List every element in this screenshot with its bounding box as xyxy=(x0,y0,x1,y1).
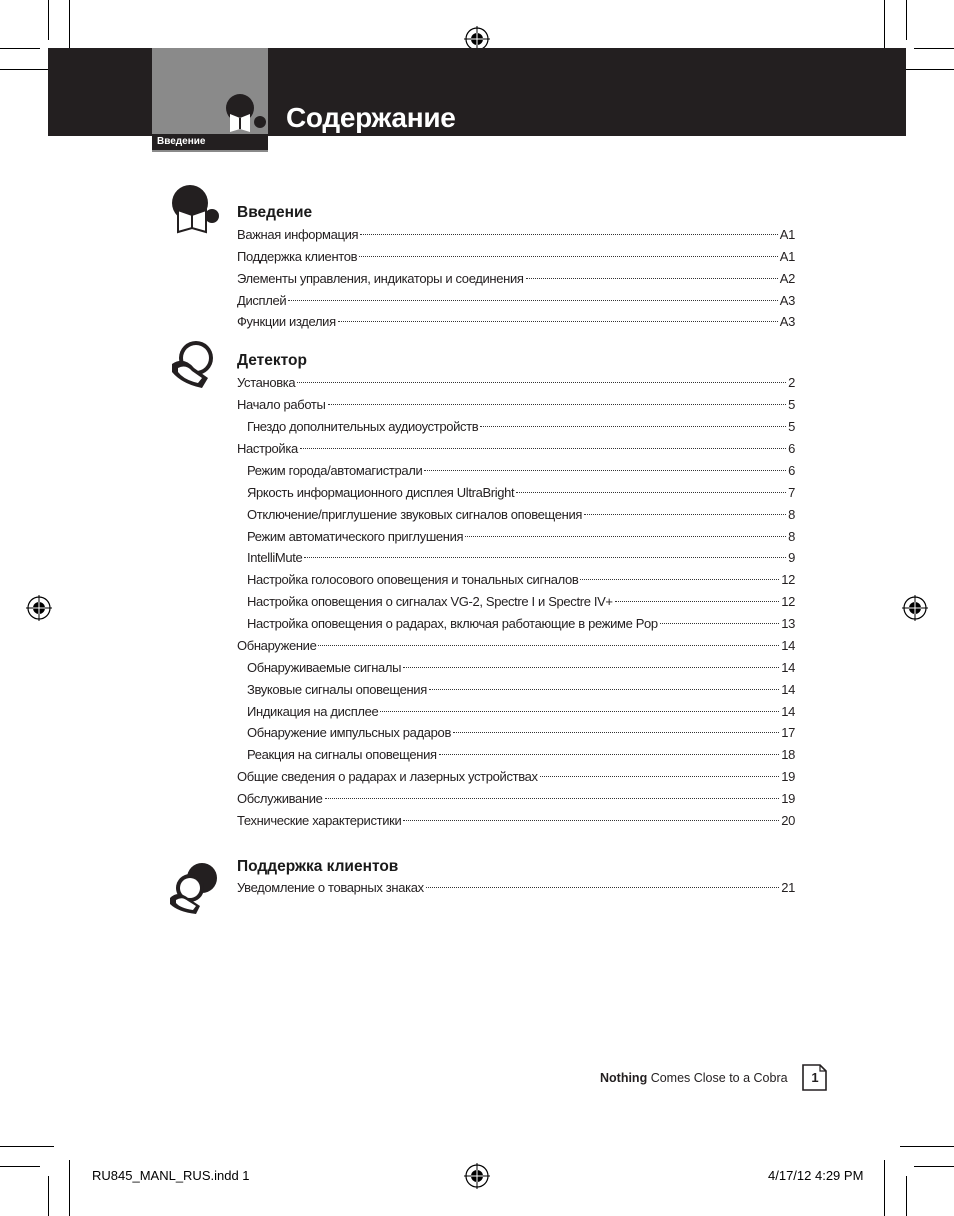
crop-mark xyxy=(0,1166,40,1167)
toc-leader xyxy=(304,557,786,558)
toc-leader xyxy=(338,321,778,322)
section-title: Поддержка клиентов xyxy=(237,858,399,875)
customer-support-icon xyxy=(168,862,220,914)
toc-page-number: 20 xyxy=(781,813,795,828)
toc-entry[interactable] xyxy=(237,312,795,332)
toc-leader xyxy=(318,645,779,646)
toc-subentry[interactable] xyxy=(247,680,795,700)
toc-entry-text: Настройка xyxy=(237,441,298,456)
toc-page-number: 13 xyxy=(781,616,795,631)
toc-subentry[interactable] xyxy=(247,658,795,678)
toc-page-number: A1 xyxy=(779,249,795,264)
print-slug-filename: RU845_MANL_RUS.indd 1 xyxy=(92,1168,250,1183)
toc-entry[interactable] xyxy=(237,291,795,311)
toc-leader xyxy=(526,278,778,279)
toc-entry-text: Обнаруживаемые сигналы xyxy=(247,660,402,675)
registration-mark-icon xyxy=(902,595,928,621)
toc-entry-text: Поддержка клиентов xyxy=(237,249,358,264)
toc-leader xyxy=(540,776,780,777)
toc-entry[interactable] xyxy=(237,373,795,393)
toc-leader xyxy=(300,448,786,449)
toc-page-number: 21 xyxy=(781,880,795,895)
toc-subentry[interactable] xyxy=(247,614,795,634)
toc-leader xyxy=(480,426,786,427)
toc-page-number: 14 xyxy=(781,704,795,719)
crop-mark xyxy=(69,0,70,54)
toc-page-number: A3 xyxy=(779,314,795,329)
crop-mark xyxy=(48,0,49,40)
toc-entry[interactable] xyxy=(237,789,795,809)
toc-entry-text: Режим города/автомагистрали xyxy=(247,463,423,478)
toc-entry-text: Настройка оповещения о радарах, включая работающие в режиме Pop xyxy=(247,616,658,631)
toc-subentry[interactable] xyxy=(247,461,795,481)
toc-entry-text: Дисплей xyxy=(237,293,287,308)
toc-entry[interactable] xyxy=(237,767,795,787)
toc-leader xyxy=(424,470,786,471)
toc-entry[interactable] xyxy=(237,878,795,898)
toc-entry[interactable] xyxy=(237,395,795,415)
toc-leader xyxy=(359,256,778,257)
section-tab-label: Введение xyxy=(157,136,206,147)
toc-entry[interactable] xyxy=(237,439,795,459)
toc-subentry[interactable] xyxy=(247,417,795,437)
toc-entry-text: Настройка голосового оповещения и тональных сигналов xyxy=(247,572,579,587)
toc-leader xyxy=(660,623,779,624)
toc-page-number: 2 xyxy=(788,375,795,390)
toc-entry-text: Обслуживание xyxy=(237,791,323,806)
crop-mark xyxy=(48,1176,49,1216)
toc-leader xyxy=(380,711,779,712)
reader-icon xyxy=(168,184,220,236)
toc-leader xyxy=(403,667,779,668)
toc-leader xyxy=(439,754,780,755)
toc-leader xyxy=(297,382,786,383)
crop-mark xyxy=(0,48,40,49)
toc-leader xyxy=(360,234,778,235)
toc-entry-text: IntelliMute xyxy=(247,550,303,565)
toc-entry-text: Реакция на сигналы оповещения xyxy=(247,747,437,762)
footer-slogan xyxy=(600,1070,788,1086)
toc-subentry[interactable] xyxy=(247,745,795,765)
toc-page-number: 8 xyxy=(788,507,795,522)
crop-mark xyxy=(0,69,54,70)
toc-page-number: 12 xyxy=(781,572,795,587)
toc-entry[interactable] xyxy=(237,225,795,245)
toc-page-number: 12 xyxy=(781,594,795,609)
registration-mark-icon xyxy=(464,1163,490,1189)
toc-entry-text: Общие сведения о радарах и лазерных устройствах xyxy=(237,769,538,784)
page-title: Содержание xyxy=(286,102,456,133)
print-slug-date: 4/17/12 4:29 PM xyxy=(768,1168,864,1183)
toc-page-number: 19 xyxy=(781,791,795,806)
toc-subentry[interactable] xyxy=(247,527,795,547)
toc-entry[interactable] xyxy=(237,636,795,656)
toc-page-number: 17 xyxy=(781,725,795,740)
toc-leader xyxy=(426,887,779,888)
toc-page-number: 14 xyxy=(781,660,795,675)
section-title: Введение xyxy=(237,204,313,221)
crop-mark xyxy=(914,1166,954,1167)
toc-leader xyxy=(429,689,779,690)
toc-entry-text: Уведомление о товарных знаках xyxy=(237,880,424,895)
toc-page-number: 8 xyxy=(788,529,795,544)
toc-page-number: 6 xyxy=(788,441,795,456)
reader-icon xyxy=(220,92,268,134)
toc-page-number: 9 xyxy=(788,550,795,565)
toc-page-number: 19 xyxy=(781,769,795,784)
toc-subentry[interactable] xyxy=(247,548,795,568)
toc-entry-text: Яркость информационного дисплея UltraBright xyxy=(247,485,515,500)
toc-entry[interactable] xyxy=(237,811,795,831)
crop-mark xyxy=(69,1160,70,1216)
section-title: Детектор xyxy=(237,352,307,369)
toc-page-number: 6 xyxy=(788,463,795,478)
toc-entry-text: Функции изделия xyxy=(237,314,336,329)
toc-page-number: 7 xyxy=(788,485,795,500)
toc-entry-text: Звуковые сигналы оповещения xyxy=(247,682,427,697)
toc-page-number: A2 xyxy=(779,271,795,286)
crop-mark xyxy=(914,48,954,49)
toc-entry[interactable] xyxy=(237,247,795,267)
crop-mark xyxy=(884,1160,885,1216)
toc-subentry[interactable] xyxy=(247,723,795,743)
crop-mark xyxy=(0,1146,54,1147)
toc-entry[interactable] xyxy=(237,269,795,289)
toc-subentry[interactable] xyxy=(247,483,795,503)
toc-leader xyxy=(580,579,779,580)
toc-entry-text: Важная информация xyxy=(237,227,359,242)
toc-leader xyxy=(465,536,786,537)
toc-page-number: 5 xyxy=(788,419,795,434)
toc-entry-text: Режим автоматического приглушения xyxy=(247,529,464,544)
registration-mark-icon xyxy=(26,595,52,621)
toc-leader xyxy=(453,732,779,733)
crop-mark xyxy=(884,0,885,54)
toc-entry-text: Индикация на дисплее xyxy=(247,704,379,719)
toc-entry-text: Установка xyxy=(237,375,296,390)
toc-page-number: 5 xyxy=(788,397,795,412)
toc-leader xyxy=(403,820,779,821)
toc-leader xyxy=(288,300,778,301)
toc-entry-text: Обнаружение импульсных радаров xyxy=(247,725,451,740)
toc-page-number: A3 xyxy=(779,293,795,308)
toc-subentry[interactable] xyxy=(247,570,795,590)
toc-entry-text: Элементы управления, индикаторы и соединения xyxy=(237,271,524,286)
toc-subentry[interactable] xyxy=(247,592,795,612)
toc-leader xyxy=(325,798,780,799)
crop-mark xyxy=(906,0,907,40)
toc-entry-text: Начало работы xyxy=(237,397,326,412)
toc-entry-text: Отключение/приглушение звуковых сигналов оповещения xyxy=(247,507,583,522)
footer-slogan-bold: Nothing xyxy=(600,1071,648,1085)
toc-entry-text: Технические характеристики xyxy=(237,813,402,828)
toc-page-number: 14 xyxy=(781,638,795,653)
page-number: 1 xyxy=(811,1070,819,1085)
toc-leader xyxy=(584,514,786,515)
toc-subentry[interactable] xyxy=(247,702,795,722)
toc-page-number: 18 xyxy=(781,747,795,762)
toc-entry-text: Настройка оповещения о сигналах VG-2, Spectre I и Spectre IV+ xyxy=(247,594,613,609)
crop-mark xyxy=(900,1146,954,1147)
toc-entry-text: Обнаружение xyxy=(237,638,317,653)
toc-entry-text: Гнездо дополнительных аудиоустройств xyxy=(247,419,479,434)
crop-mark xyxy=(900,69,954,70)
toc-leader xyxy=(516,492,786,493)
detector-icon xyxy=(168,338,220,390)
toc-leader xyxy=(615,601,780,602)
toc-page-number: A1 xyxy=(779,227,795,242)
footer-slogan-rest: Comes Close to a Cobra xyxy=(647,1071,788,1085)
toc-leader xyxy=(328,404,787,405)
crop-mark xyxy=(906,1176,907,1216)
toc-subentry[interactable] xyxy=(247,505,795,525)
toc-page-number: 14 xyxy=(781,682,795,697)
